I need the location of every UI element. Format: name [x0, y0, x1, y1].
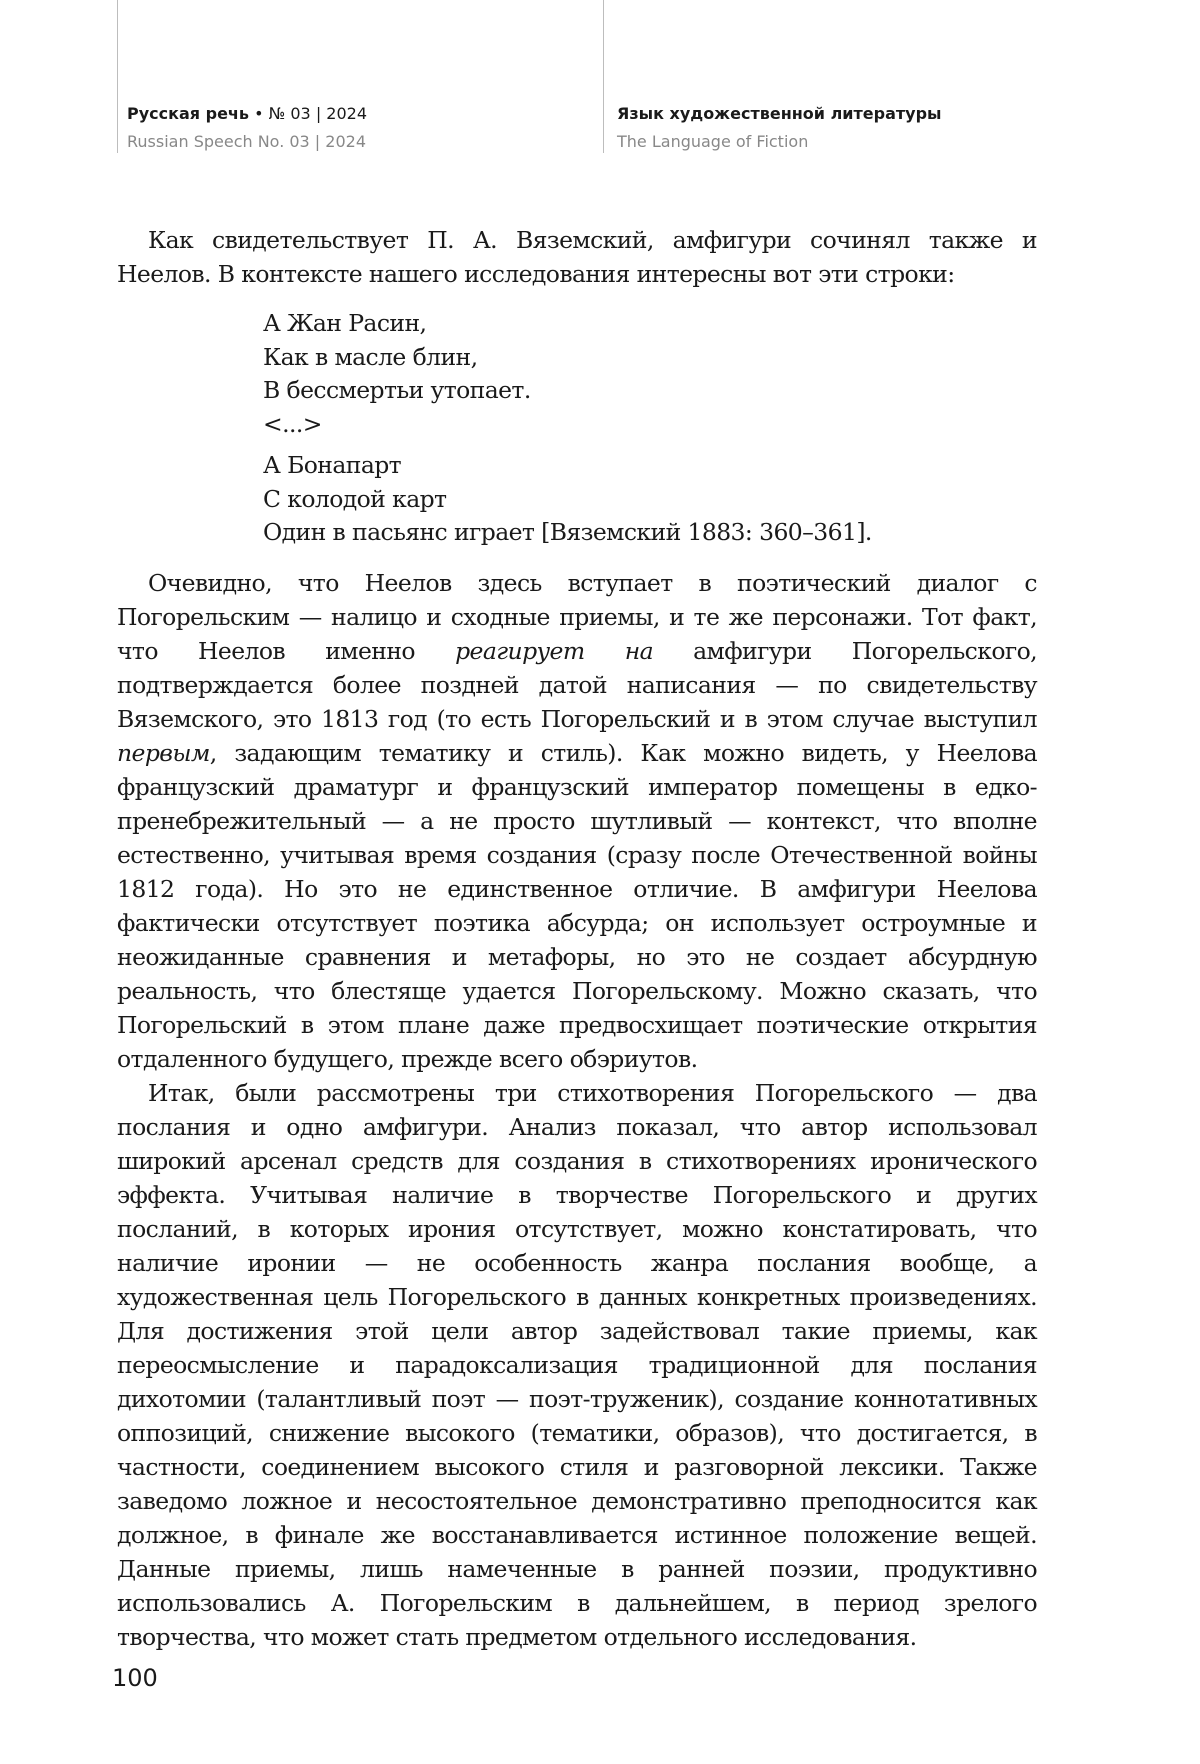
- article-body: [117, 223, 1037, 1654]
- verse-line: В бессмертьи утопает.: [263, 376, 531, 404]
- emphasis-text: первым: [117, 738, 210, 767]
- section-name: Язык художественной литературы: [617, 104, 942, 123]
- verse-line: Как в масле блин,: [263, 342, 478, 371]
- analysis-paragraph: [117, 566, 1037, 1076]
- intro-paragraph: Как свидетельствует П. А. Вяземский, амфигури сочинял также и Неелов. В контексте нашего исследования интересны вот эти строки:: [117, 226, 1037, 288]
- verse-line-citation: Один в пасьянс играет [Вяземский 1883: 360–361].: [263, 518, 872, 546]
- section-title: [617, 100, 942, 128]
- header-divider-left: [117, 0, 118, 153]
- header-left: [127, 100, 367, 156]
- paragraph-text: , задающим тематику и стиль). Как можно видеть, у Неелова французский драматург и французский император помещены в едко-пренебрежительный — а не просто шутливый — контекст, что вполне естественно, учитывая время создания (сразу после Отечественной войны 1812 года). Но это не единственное отличие. В амфигури Неелова фактически отсутствует поэтика абсурда; он использует остроумные и неожиданные сравнения и метафоры, но это не создает абсурдную реальность, что блестяще удается Погорельскому. Можно сказать, что Погорельский в этом плане даже предвосхищает поэтические открытия отдаленного будущего, прежде всего обэриутов.: [117, 738, 1037, 1073]
- header-divider-right: [603, 0, 604, 153]
- verse-line: А Бонапарт: [263, 451, 402, 479]
- verse-line: С колодой карт: [263, 484, 447, 513]
- verse-ellipsis: <...>: [263, 409, 322, 438]
- paragraph-text: Очевидно, что Неелов здесь вступает в поэтический диалог с Погорельским — налицо и сходные приемы, и те же персонажи. Тот факт, что Неелов именно: [117, 568, 1037, 665]
- emphasis-text: реагирует на: [455, 636, 653, 665]
- journal-title: Русская речь • № 03 | 2024: [127, 104, 368, 123]
- verse-line: А Жан Расин,: [263, 309, 427, 337]
- verse-stanza-1: [263, 307, 1037, 441]
- journal-title-en: Russian Speech No. 03 | 2024: [127, 132, 366, 151]
- journal-name: Русская речь: [127, 104, 250, 123]
- header-right: [617, 100, 942, 156]
- verse-quote: [263, 307, 1037, 550]
- conclusion-paragraph: Итак, были рассмотрены три стихотворения Погорельского — два послания и одно амфигури. Анализ показал, что автор использовал широкий арсенал средств для создания в стихотворениях иронического эффекта. Учитывая наличие в творчестве Погорельского и других посланий, в которых ирония отсутствует, можно констатировать, что наличие иронии — не особенность жанра послания вообще, а художественная цель Погорельского в данных конкретных произведениях. Для достижения этой цели автор задействовал такие приемы, как переосмысление и парадоксализация традиционной для послания дихотомии (талантливый поэт — поэт-труженик), создание коннотативных оппозиций, снижение высокого (тематики, образов), что достигается, в частности, соединением высокого стиля и разговорной лексики. Также заведомо ложное и несостоятельное демонстративно преподносится как должное, в финале же восстанавливается истинное положение вещей. Данные приемы, лишь намеченные в ранней поэзии, продуктивно использовались А. Погорельским в дальнейшем, в период зрелого творчества, что может стать предметом отдельного исследования.: [117, 1078, 1037, 1651]
- section-title-en: The Language of Fiction: [617, 132, 809, 151]
- issue-number: № 03 | 2024: [268, 104, 368, 123]
- page-number: 100: [112, 1664, 158, 1692]
- paragraph-text: амфигури Погорельского, подтверждается более поздней датой написания — по свидетельству Вяземского, это 1813 год (то есть Погорельский и в этом случае выступил: [117, 636, 1037, 733]
- verse-stanza-2: [263, 449, 1037, 550]
